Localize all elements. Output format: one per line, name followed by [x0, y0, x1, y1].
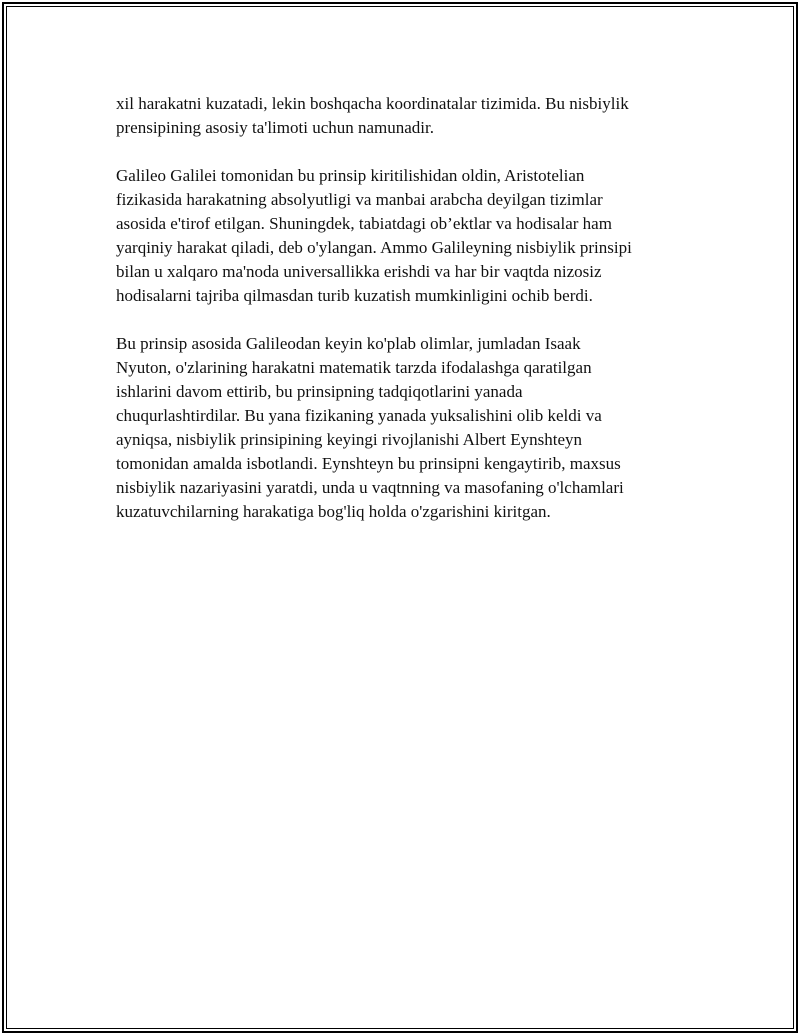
paragraph-2: Galileo Galilei tomonidan bu prinsip kiritilishidan oldin, Aristotelian fizikasida harakatning absolyutligi va manbai arabcha deyilgan tizimlar asosida e'tirof etilgan. Shuningdek, tabiatdagi ob’ektlar va hodisalar ham yarqiniy harakat qiladi, deb o'ylangan. Ammo Galileyning nisbiylik prinsipi bilan u xalqaro ma'noda universallikka erishdi va har bir vaqtda nizosiz hodisalarni tajriba qilmasdan turib kuzatish mumkinligini ochib berdi.: [116, 166, 632, 305]
paragraph-3: Bu prinsip asosida Galileodan keyin ko'plab olimlar, jumladan Isaak Nyuton, o'zlarining harakatni matematik tarzda ifodalashga qaratilgan ishlarini davom ettirib, bu prinsipning tadqiqotlarini yanada chuqurlashtirdilar. Bu yana fizikaning yanada yuksalishini olib keldi va ayniqsa, nisbiylik prinsipining keyingi rivojlanishi Albert Eynshteyn tomonidan amalda isbotlandi. Eynshteyn bu prinsipni kengaytirib, maxsus nisbiylik nazariyasini yaratdi, unda u vaqtnning va masofaning o'lchamlari kuzatuvchilarning harakatiga bog'liq holda o'zgarishini kiritgan.: [116, 334, 624, 521]
paragraph-1: xil harakatni kuzatadi, lekin boshqacha koordinatalar tizimida. Bu nisbiylik prensipining asosiy ta'limoti uchun namunadir.: [116, 94, 629, 137]
document-body: [116, 92, 706, 548]
